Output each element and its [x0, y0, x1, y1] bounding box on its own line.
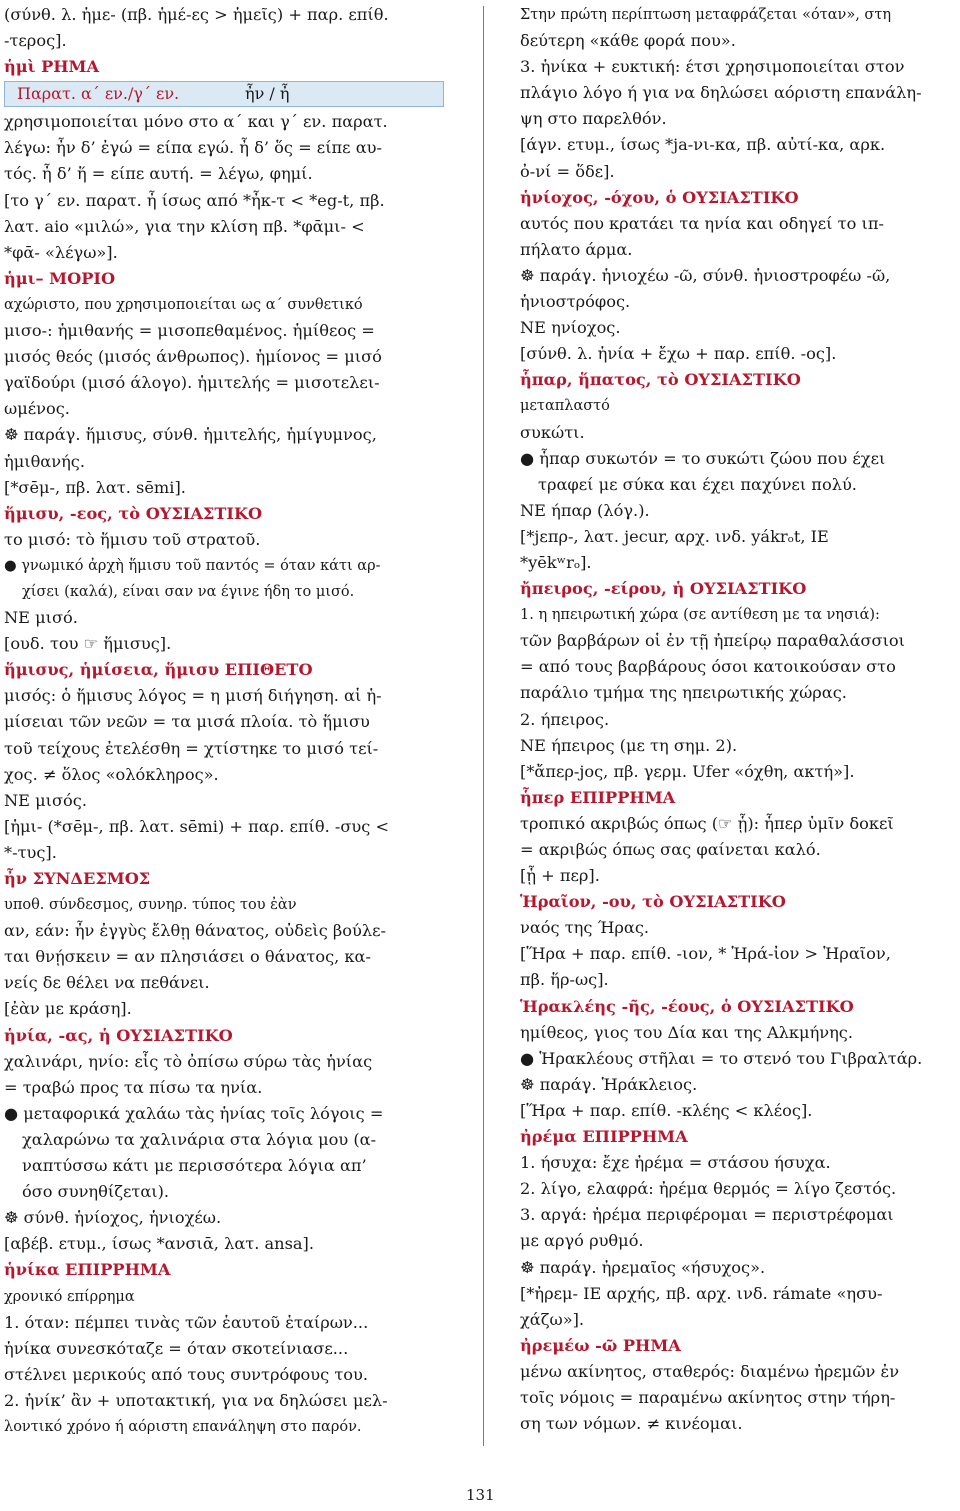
entry-headword: ἥμισυς, ἡμίσεια, ἥμισυ ΕΠΙΘΕΤΟ: [4, 660, 313, 680]
conjugation-label: Παρατ. α΄ εν./γ΄ εν.: [17, 84, 180, 104]
entry-line: 2. ἡνίκ’ ἂν + υποτακτική, για να δηλώσει μελ-: [4, 1390, 388, 1410]
entry-line: τραφεί με σύκα και έχει παχύνει πολύ.: [538, 474, 857, 494]
entry-line: ση των νόμων. ≠ κινέομαι.: [520, 1414, 743, 1434]
entry-line: *-τυς].: [4, 842, 57, 862]
entry-line: μεταπλαστό: [520, 398, 610, 415]
entry-line: λοντικό χρόνο ή αόριστη επανάληψη στο παρόν.: [4, 1418, 362, 1435]
entry-line: υποθ. σύνδεσμος, συνηρ. τύπος του ἐὰν: [4, 897, 297, 914]
entry-line: ● μεταφορικά χαλάω τὰς ἡνίας τοῖς λόγοις =: [4, 1103, 384, 1123]
entry-line: ● ἧπαρ συκωτόν = το συκώτι ζώου που έχει: [520, 448, 886, 468]
page-number: 131: [466, 1486, 495, 1504]
entry-line: χάζω»].: [520, 1309, 585, 1329]
entry-line: αχώριστο, που χρησιμοποιείται ως α΄ συνθετικό: [4, 296, 363, 313]
entry-line: [*ἄπερ-jος, πβ. γερμ. Ufer «όχθη, ακτή»].: [520, 761, 855, 781]
entry-line: = από τους βαρβάρους όσοι κατοικούσαν στο: [520, 657, 896, 677]
entry-line: ΝΕ ήπαρ (λόγ.).: [520, 500, 650, 520]
entry-line: τροπικό ακριβώς όπως (☞ ᾗ): ἧπερ ὑμῖν δοκεῖ: [520, 813, 894, 833]
entry-line: = ακριβώς όπως σας φαίνεται καλό.: [520, 840, 821, 859]
entry-line: τῶν βαρβάρων οἱ ἐν τῇ ἠπείρῳ παραθαλάσσιοι: [520, 631, 906, 651]
entry-line: ΝΕ ήπειρος (με τη σημ. 2).: [520, 735, 738, 755]
entry-line: ΝΕ ηνίοχος.: [520, 318, 621, 338]
entry-line: [*σēμ-, πβ. λατ. sēmi].: [4, 477, 186, 497]
entry-headword: ἡνίοχος, -όχου, ὁ ΟΥΣΙΑΣΤΙΚΟ: [520, 187, 799, 207]
entry-headword: ἡνία, -ας, ἡ ΟΥΣΙΑΣΤΙΚΟ: [4, 1025, 233, 1045]
entry-line: *φᾱ- «λέγω»].: [4, 242, 118, 262]
entry-line: αν, εάν: ἦν ἐγγὺς ἔλθῃ θάνατος, οὐδεὶς βούλε-: [4, 921, 386, 941]
entry-headword: ἡμὶ ΡΗΜΑ: [4, 57, 100, 77]
entry-line: [*ἠρεμ- ΙΕ αρχής, πβ. αρχ. ινδ. rámate «ησυ-: [520, 1283, 883, 1303]
entry-line: ημίθεος, γιος του Δία και της Αλκμήνης.: [520, 1022, 854, 1042]
entry-line: χος. ≠ ὅλος «ολόκληρος».: [4, 764, 219, 784]
entry-line: [ᾗ + περ].: [520, 866, 600, 886]
entry-line: δεύτερη «κάθε φορά που».: [520, 31, 736, 51]
entry-line: το μισό: τὸ ἥμισυ τοῦ στρατοῦ.: [4, 529, 261, 549]
entry-line: μισο-: ἡμιθανής = μισοπεθαμένος. ἡμίθεος =: [4, 321, 375, 341]
entry-line: με αργό ρυθμό.: [520, 1231, 644, 1251]
entry-line: ὀ-νί = ὅδε].: [520, 161, 615, 181]
entry-line: χίσει (καλά), είναι σαν να έγινε ήδη το μισό.: [22, 583, 355, 600]
entry-line: = τραβώ προς τα πίσω τα ηνία.: [4, 1077, 263, 1097]
entry-line: 2. λίγο, ελαφρά: ἠρέμα θερμός = λίγο ζεστός.: [520, 1179, 897, 1199]
entry-line: 1. όταν: πέμπει τινὰς τῶν ἑαυτοῦ ἑταίρων...: [4, 1312, 369, 1332]
entry-line: ☸ παράγ. ἡνιοχέω -ῶ, σύνθ. ἡνιοστροφέω -ῶ,: [520, 265, 891, 285]
entry-line: ωμένος.: [4, 399, 70, 419]
entry-headword: Ἡραῖον, -ου, τὸ ΟΥΣΙΑΣΤΙΚΟ: [520, 892, 786, 912]
entry-headword: ἡμι– ΜΟΡΙΟ: [4, 268, 116, 288]
entry-line: χρησιμοποιείται μόνο στο α΄ και γ΄ εν. παρατ.: [4, 112, 388, 132]
entry-line: τός. ἦ δ’ ἥ = είπε αυτή. = λέγω, φημί.: [4, 164, 313, 184]
entry-line: ● γνωμικό ἀρχὴ ἥμισυ τοῦ παντός = όταν κάτι αρ-: [4, 557, 381, 574]
entry-line: ☸ παράγ. Ἡράκλειος.: [520, 1074, 698, 1094]
conjugation-box: [4, 81, 444, 107]
entry-line: χρονικό επίρρημα: [4, 1288, 135, 1305]
entry-line: χαλαρώνω τα χαλινάρια στα λόγια μου (α-: [22, 1129, 377, 1149]
entry-headword: ἡνίκα ΕΠΙΡΡΗΜΑ: [4, 1260, 171, 1280]
left-column: [4, 2, 444, 1440]
entry-line: μισός θεός (μισός άνθρωπος). ἡμίονος = μισό: [4, 347, 382, 367]
entry-line: 1. ήσυχα: ἔχε ἠρέμα = στάσου ήσυχα.: [520, 1153, 831, 1173]
entry-line: ΝΕ μισός.: [4, 790, 88, 810]
entry-line: [αβέβ. ετυμ., ίσως *ανσιᾱ, λατ. ansa].: [4, 1234, 315, 1254]
entry-line: ψη στο παρελθόν.: [520, 109, 667, 129]
entry-line: ἡνιοστρόφος.: [520, 292, 631, 312]
entry-line: [Ἥρα + παρ. επίθ. -ιον, * Ἡρά-ἰον > Ἡραῖον,: [520, 944, 891, 964]
entry-line: χαλινάρι, ηνίο: εἷς τὸ ὀπίσω σύρω τὰς ἡνίας: [4, 1051, 373, 1071]
entry-line: λέγω: ἦν δ’ ἐγώ = είπα εγώ. ἦ δ’ ὅς = είπε αυ-: [4, 138, 382, 158]
entry-line: ἡνίκα συνεσκόταζε = όταν σκοτείνιασε...: [4, 1338, 349, 1358]
entry-headword: Ἡρακλέης -ῆς, -έους, ὁ ΟΥΣΙΑΣΤΙΚΟ: [520, 996, 854, 1016]
entry-line: μισός: ὁ ἥμισυς λόγος = η μισή διήγηση. αἱ ἡ-: [4, 686, 382, 706]
entry-line: γαϊδούρι (μισό άλογο). ἡμιτελής = μισοτελει-: [4, 373, 380, 393]
entry-headword: ἦν ΣΥΝΔΕΣΜΟΣ: [4, 869, 151, 888]
entry-line: λατ. aio «μιλώ», για την κλίση πβ. *φᾱμι- <: [4, 216, 365, 236]
entry-line: ἡμιθανής.: [4, 451, 85, 471]
conjugation-value: ἦν / ἦ: [245, 84, 290, 104]
entry-line: [το γ΄ εν. παρατ. ἦ ίσως από *ἦκ-τ < *eg-t, πβ.: [4, 190, 385, 210]
entry-line: όσο συνηθίζεται).: [22, 1182, 170, 1202]
right-column: [520, 2, 957, 1437]
entry-headword: ἠρέμα ΕΠΙΡΡΗΜΑ: [520, 1127, 688, 1147]
entry-line: 3. αργά: ἠρέμα περιφέρομαι = περιστρέφομαι: [520, 1205, 894, 1225]
entry-line: τοῦ τείχους ἐτελέσθη = χτίστηκε το μισό τεί-: [4, 738, 379, 758]
entry-headword: ἠρεμέω -ῶ ΡΗΜΑ: [520, 1335, 681, 1355]
entry-line: Στην πρώτη περίπτωση μεταφράζεται «όταν», στη: [520, 7, 892, 23]
entry-headword: ἧπαρ, ἥπατος, τὸ ΟΥΣΙΑΣΤΙΚΟ: [520, 370, 801, 390]
entry-line: ☸ παράγ. ἠρεμαῖος «ήσυχος».: [520, 1257, 766, 1277]
entry-line: συκώτι.: [520, 422, 585, 442]
entry-line: νείς δε θέλει να πεθάνει.: [4, 973, 210, 993]
entry-line: (σύνθ. λ. ἡμε- (πβ. ἡμέ-ες > ἡμεῖς) + παρ. επίθ.: [4, 5, 389, 24]
entry-line: ΝΕ μισό.: [4, 608, 78, 628]
entry-line: παράλιο τμήμα της ηπειρωτικής χώρας.: [520, 683, 847, 703]
entry-line: [ουδ. του ☞ ἥμισυς].: [4, 634, 172, 654]
entry-line: [ἡμι- (*σēμ-, πβ. λατ. sēmi) + παρ. επίθ. -συς <: [4, 816, 390, 836]
entry-headword: ἤπειρος, -είρου, ἡ ΟΥΣΙΑΣΤΙΚΟ: [520, 579, 807, 599]
entry-line: ☸ παράγ. ἥμισυς, σύνθ. ἡμιτελής, ἡμίγυμνος,: [4, 425, 377, 445]
entry-line: αυτός που κρατάει τα ηνία και οδηγεί το ιπ-: [520, 213, 884, 233]
entry-line: [*jεπρ-, λατ. jecur, αρχ. ινδ. yákrₒt, ΙΕ: [520, 526, 829, 546]
entry-line: μένω ακίνητος, σταθερός: διαμένω ἠρεμῶν ἐν: [520, 1361, 900, 1381]
entry-line: 1. η ηπειρωτική χώρα (σε αντίθεση με τα νησιά):: [520, 607, 880, 624]
entry-line: ● Ἡρακλέους στῆλαι = το στενό του Γιβραλτάρ.: [520, 1048, 923, 1068]
entry-line: [ἐὰν με κράση].: [4, 999, 132, 1019]
entry-line: πλάγιο λόγο ή για να δηλώσει αόριστη επανάλη-: [520, 83, 922, 103]
entry-line: πήλατο άρμα.: [520, 239, 633, 259]
entry-line: ναπτύσσω κάτι με περισσότερα λόγια απ’: [22, 1156, 367, 1176]
entry-line: [άγν. ετυμ., ίσως *ja-νι-κα, πβ. αὐτί-κα, αρκ.: [520, 135, 886, 155]
entry-line: τοῖς νόμοις = παραμένω ακίνητος στην τήρη-: [520, 1387, 896, 1407]
entry-line: στέλνει μερικούς από τους συντρόφους του.: [4, 1364, 369, 1384]
entry-line: 2. ήπειρος.: [520, 709, 610, 729]
entry-line: *yēkʷrₒ].: [520, 552, 592, 572]
entry-line: -τερος].: [4, 31, 67, 51]
entry-line: ☸ σύνθ. ἡνίοχος, ἡνιοχέω.: [4, 1208, 222, 1228]
entry-line: πβ. ἥρ-ως].: [520, 970, 609, 990]
entry-line: ται θνῄσκειν = αν πλησιάσει ο θάνατος, κα-: [4, 947, 371, 967]
entry-headword: ἥμισυ, -εος, τὸ ΟΥΣΙΑΣΤΙΚΟ: [4, 503, 263, 523]
entry-line: μίσειαι τῶν νεῶν = τα μισά πλοία. τὸ ἥμισυ: [4, 712, 370, 732]
entry-line: [σύνθ. λ. ἡνία + ἔχω + παρ. επίθ. -ος].: [520, 344, 837, 364]
entry-headword: ἧπερ ΕΠΙΡΡΗΜΑ: [520, 787, 676, 807]
column-divider: [483, 6, 484, 1446]
entry-line: ναός της Ήρας.: [520, 918, 650, 938]
entry-line: 3. ἡνίκα + ευκτική: έτσι χρησιμοποιείται στον: [520, 57, 905, 77]
entry-line: [Ἥρα + παρ. επίθ. -κλέης < κλέος].: [520, 1100, 813, 1120]
